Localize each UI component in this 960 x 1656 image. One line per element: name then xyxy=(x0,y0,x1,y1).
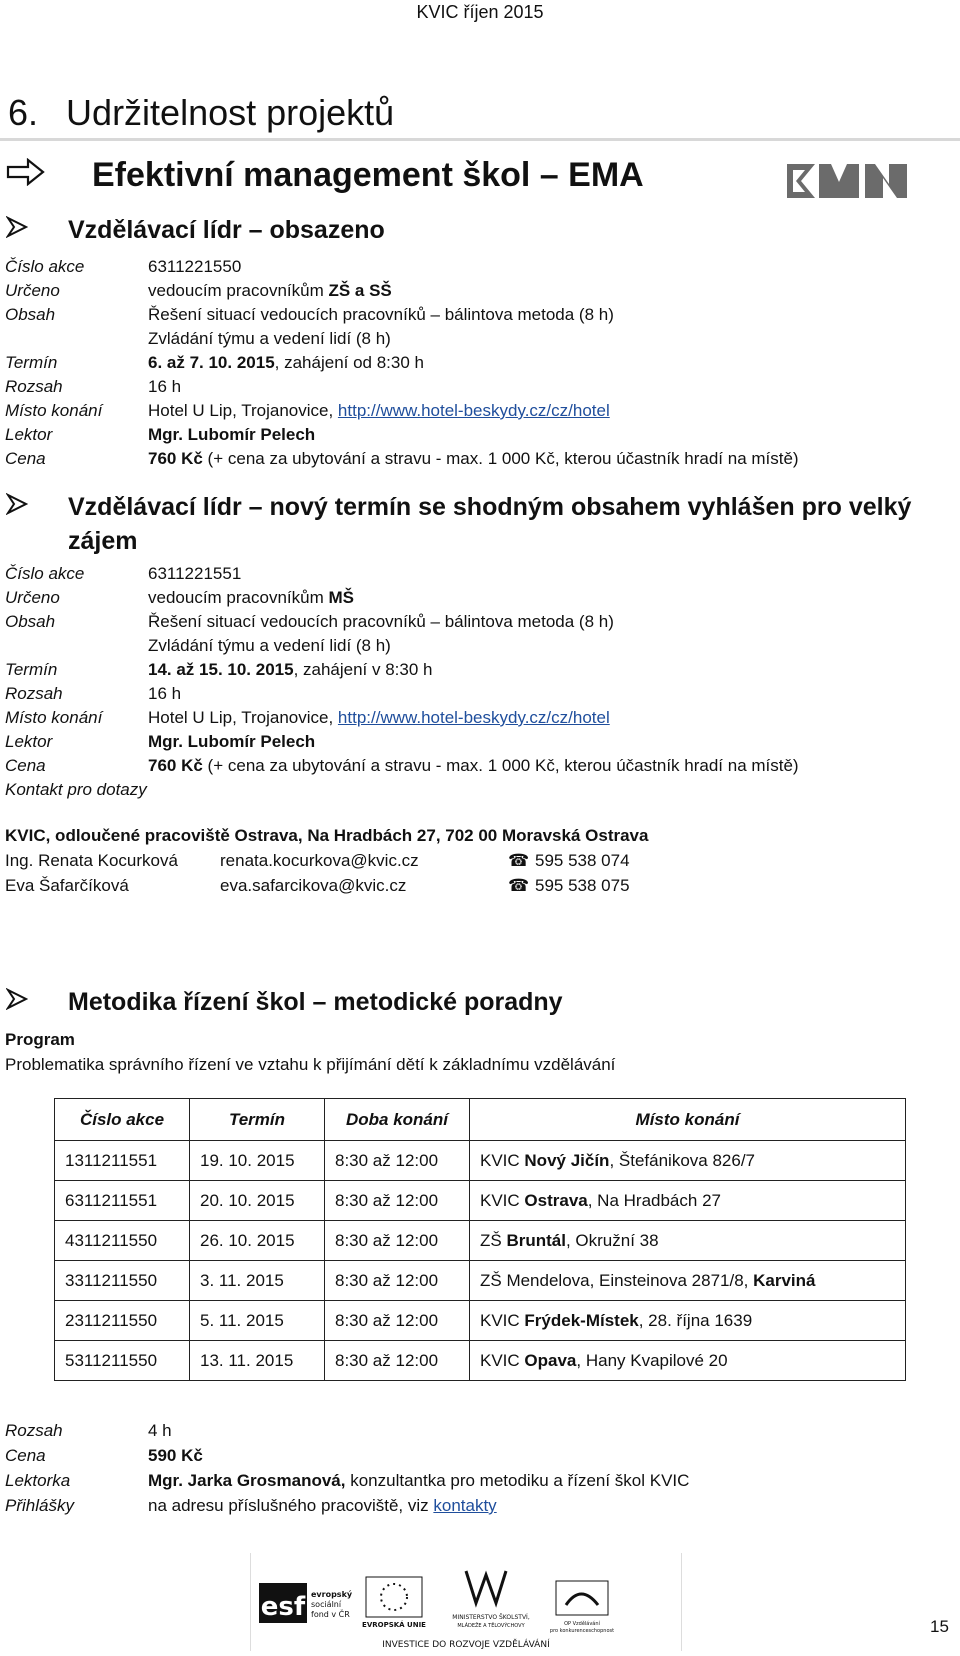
main-heading xyxy=(6,156,644,195)
methodika-heading xyxy=(6,988,563,1017)
svg-text:MINISTERSTVO ŠKOLSTVÍ,: MINISTERSTVO ŠKOLSTVÍ, xyxy=(452,1614,530,1621)
table-cell: 20. 10. 2015 xyxy=(190,1181,325,1221)
table-cell-place: KVIC Ostrava, Na Hradbách 27 xyxy=(470,1181,906,1221)
table-cell: 3. 11. 2015 xyxy=(190,1261,325,1301)
course2-urceno-row: Určeno vedoucím pracovníkům MŠ xyxy=(5,588,354,607)
table-cell: 6311211551 xyxy=(55,1181,190,1221)
svg-text:esf: esf xyxy=(260,1592,306,1622)
svg-text:OP Vzdělávání: OP Vzdělávání xyxy=(564,1621,600,1627)
contact-phone: 595 538 074 xyxy=(535,851,630,870)
course2-title-line2: zájem xyxy=(68,527,138,555)
table-cell-place: ZŠ Mendelova, Einsteinova 2871/8, Karviná xyxy=(470,1261,906,1301)
eu-logo xyxy=(362,1577,426,1629)
course1-cislo-row: Číslo akce 6311221550 xyxy=(5,257,242,276)
table-row xyxy=(55,1141,906,1181)
program-text: Problematika správního řízení ve vztahu k přijímání dětí k základnímu vzdělávání xyxy=(5,1055,616,1074)
course2-obsah-row: Obsah Řešení situací vedoucích pracovníků – bálintova metoda (8 h) xyxy=(5,612,614,631)
table-cell: 3311211550 xyxy=(55,1261,190,1301)
course2-cena-row: Cena 760 Kč (+ cena za ubytování a stravu - max. 1 000 Kč, kterou účastník hradí na místě) xyxy=(5,756,799,775)
column-header: Číslo akce xyxy=(55,1099,190,1141)
course2-kontakt-row: Kontakt pro dotazy xyxy=(5,780,147,799)
table-row xyxy=(55,1341,906,1381)
methodika-rozsah-row: Rozsah 4 h xyxy=(5,1421,172,1440)
course1-heading xyxy=(6,216,385,245)
section-title: Udržitelnost projektů xyxy=(66,92,395,133)
table-cell: 8:30 až 12:00 xyxy=(325,1261,470,1301)
phone-icon: ☎ xyxy=(508,851,530,870)
course2-termin-row: Termín 14. až 15. 10. 2015, zahájení v 8:30 h xyxy=(5,660,433,679)
svg-text:pro konkurenceschopnost: pro konkurenceschopnost xyxy=(549,1628,615,1634)
column-header: Termín xyxy=(190,1099,325,1141)
table-cell: 26. 10. 2015 xyxy=(190,1221,325,1261)
course2-misto-row: Místo konání Hotel U Lip, Trojanovice, http://www.hotel-beskydy.cz/cz/hotel xyxy=(5,708,610,727)
contact-office: KVIC, odloučené pracoviště Ostrava, Na Hradbách 27, 702 00 Moravská Ostrava xyxy=(5,826,649,845)
hotel-link[interactable]: http://www.hotel-beskydy.cz/cz/hotel xyxy=(337,401,610,420)
table-cell: 8:30 až 12:00 xyxy=(325,1141,470,1181)
course1-obsah-row: Obsah Řešení situací vedoucích pracovníků – bálintova metoda (8 h) xyxy=(5,305,614,324)
table-cell-place: ZŠ Bruntál, Okružní 38 xyxy=(470,1221,906,1261)
methodika-lektorka-row: Lektorka Mgr. Jarka Grosmanová, konzultantka pro metodiku a řízení škol KVIC xyxy=(5,1471,690,1490)
table-cell: 1311211551 xyxy=(55,1141,190,1181)
footer-logo-strip xyxy=(250,1553,682,1651)
course2-cislo-row: Číslo akce 6311221551 xyxy=(5,564,242,583)
section-underline xyxy=(0,138,960,141)
methodika-title: Metodika řízení škol – metodické poradny xyxy=(68,988,563,1016)
esf-logo xyxy=(259,1583,353,1623)
slogan: INVESTICE DO ROZVOJE VZDĚLÁVÁNÍ xyxy=(382,1640,550,1650)
table-row xyxy=(55,1221,906,1261)
contact-email[interactable]: renata.kocurkova@kvic.cz xyxy=(220,851,419,870)
contact-email[interactable]: eva.safarcikova@kvic.cz xyxy=(220,876,407,895)
course2-title-line1: Vzdělávací lídr – nový termín se shodným obsahem vyhlášen pro velký xyxy=(68,493,912,521)
course2-obsah-row-2: Zvládání týmu a vedení lidí (8 h) xyxy=(148,636,391,655)
table-cell: 5. 11. 2015 xyxy=(190,1301,325,1341)
table-cell: 19. 10. 2015 xyxy=(190,1141,325,1181)
diamond-bullet-icon xyxy=(6,988,56,1017)
methodika-cena-row: Cena 590 Kč xyxy=(5,1446,203,1465)
phone-icon: ☎ xyxy=(508,876,530,895)
table-cell-place: KVIC Frýdek-Místek, 28. října 1639 xyxy=(470,1301,906,1341)
course2-heading xyxy=(6,490,911,558)
page-number: 15 xyxy=(930,1617,949,1636)
course1-cena-row: Cena 760 Kč (+ cena za ubytování a stravu - max. 1 000 Kč, kterou účastník hradí na místě) xyxy=(5,449,799,468)
course2-lektor-row: Lektor Mgr. Lubomír Pelech xyxy=(5,732,316,751)
contact-phone: 595 538 075 xyxy=(535,876,630,895)
table-cell: 8:30 až 12:00 xyxy=(325,1301,470,1341)
op-vk-logo xyxy=(550,1581,614,1634)
course1-urceno-row: Určeno vedoucím pracovníkům ZŠ a SŠ xyxy=(5,281,392,300)
table-cell: 13. 11. 2015 xyxy=(190,1341,325,1381)
course1-rozsah-row: Rozsah 16 h xyxy=(5,377,182,396)
course1-termin-row: Termín 6. až 7. 10. 2015, zahájení od 8:30 h xyxy=(5,353,424,372)
program-label: Program xyxy=(5,1030,75,1049)
methodika-prihlasky-row: Přihlášky na adresu příslušného pracoviště, viz kontakty xyxy=(5,1496,497,1515)
outline-arrow-icon xyxy=(6,156,62,195)
svg-text:fond v ČR: fond v ČR xyxy=(311,1610,350,1619)
table-cell: 8:30 až 12:00 xyxy=(325,1221,470,1261)
diamond-bullet-icon xyxy=(6,490,56,524)
contact-person: Ing. Renata Kocurková renata.kocurkova@kvic.cz ☎ 595 538 074 xyxy=(5,848,178,873)
section-heading xyxy=(8,92,394,134)
msmt-logo xyxy=(452,1571,530,1629)
contacts-link[interactable]: kontakty xyxy=(433,1496,497,1515)
course1-misto-row: Místo konání Hotel U Lip, Trojanovice, http://www.hotel-beskydy.cz/cz/hotel xyxy=(5,401,610,420)
course1-lektor-row: Lektor Mgr. Lubomír Pelech xyxy=(5,425,316,444)
svg-text:EVROPSKÁ UNIE: EVROPSKÁ UNIE xyxy=(362,1621,426,1629)
table-cell: 2311211550 xyxy=(55,1301,190,1341)
page-header: KVIC říjen 2015 xyxy=(416,2,544,22)
course1-obsah-row-2: Zvládání týmu a vedení lidí (8 h) xyxy=(148,329,391,348)
svg-text:sociální: sociální xyxy=(311,1600,342,1609)
table-header-row xyxy=(55,1099,906,1141)
column-header: Místo konání xyxy=(470,1099,906,1141)
table-cell: 4311211550 xyxy=(55,1221,190,1261)
table-cell: 8:30 až 12:00 xyxy=(325,1181,470,1221)
hotel-link[interactable]: http://www.hotel-beskydy.cz/cz/hotel xyxy=(337,708,610,727)
main-title: Efektivní management škol – EMA xyxy=(92,156,644,194)
course1-title: Vzdělávací lídr – obsazeno xyxy=(68,216,385,244)
diamond-bullet-icon xyxy=(6,216,56,245)
column-header: Doba konání xyxy=(325,1099,470,1141)
course2-rozsah-row: Rozsah 16 h xyxy=(5,684,182,703)
table-row xyxy=(55,1261,906,1301)
table-cell-place: KVIC Opava, Hany Kvapilové 20 xyxy=(470,1341,906,1381)
table-row xyxy=(55,1181,906,1221)
table-row xyxy=(55,1301,906,1341)
table-cell: 5311211550 xyxy=(55,1341,190,1381)
kvic-logo xyxy=(785,162,909,200)
svg-text:MLÁDEŽE A TĚLOVÝCHOVY: MLÁDEŽE A TĚLOVÝCHOVY xyxy=(457,1623,525,1629)
table-cell-place: KVIC Nový Jičín, Štefánikova 826/7 xyxy=(470,1141,906,1181)
contact-person: Eva Šafarčíková eva.safarcikova@kvic.cz ☎ 595 538 075 xyxy=(5,873,129,898)
svg-text:evropský: evropský xyxy=(311,1590,353,1599)
schedule-table xyxy=(54,1098,906,1381)
table-cell: 8:30 až 12:00 xyxy=(325,1341,470,1381)
section-number: 6. xyxy=(8,92,39,133)
